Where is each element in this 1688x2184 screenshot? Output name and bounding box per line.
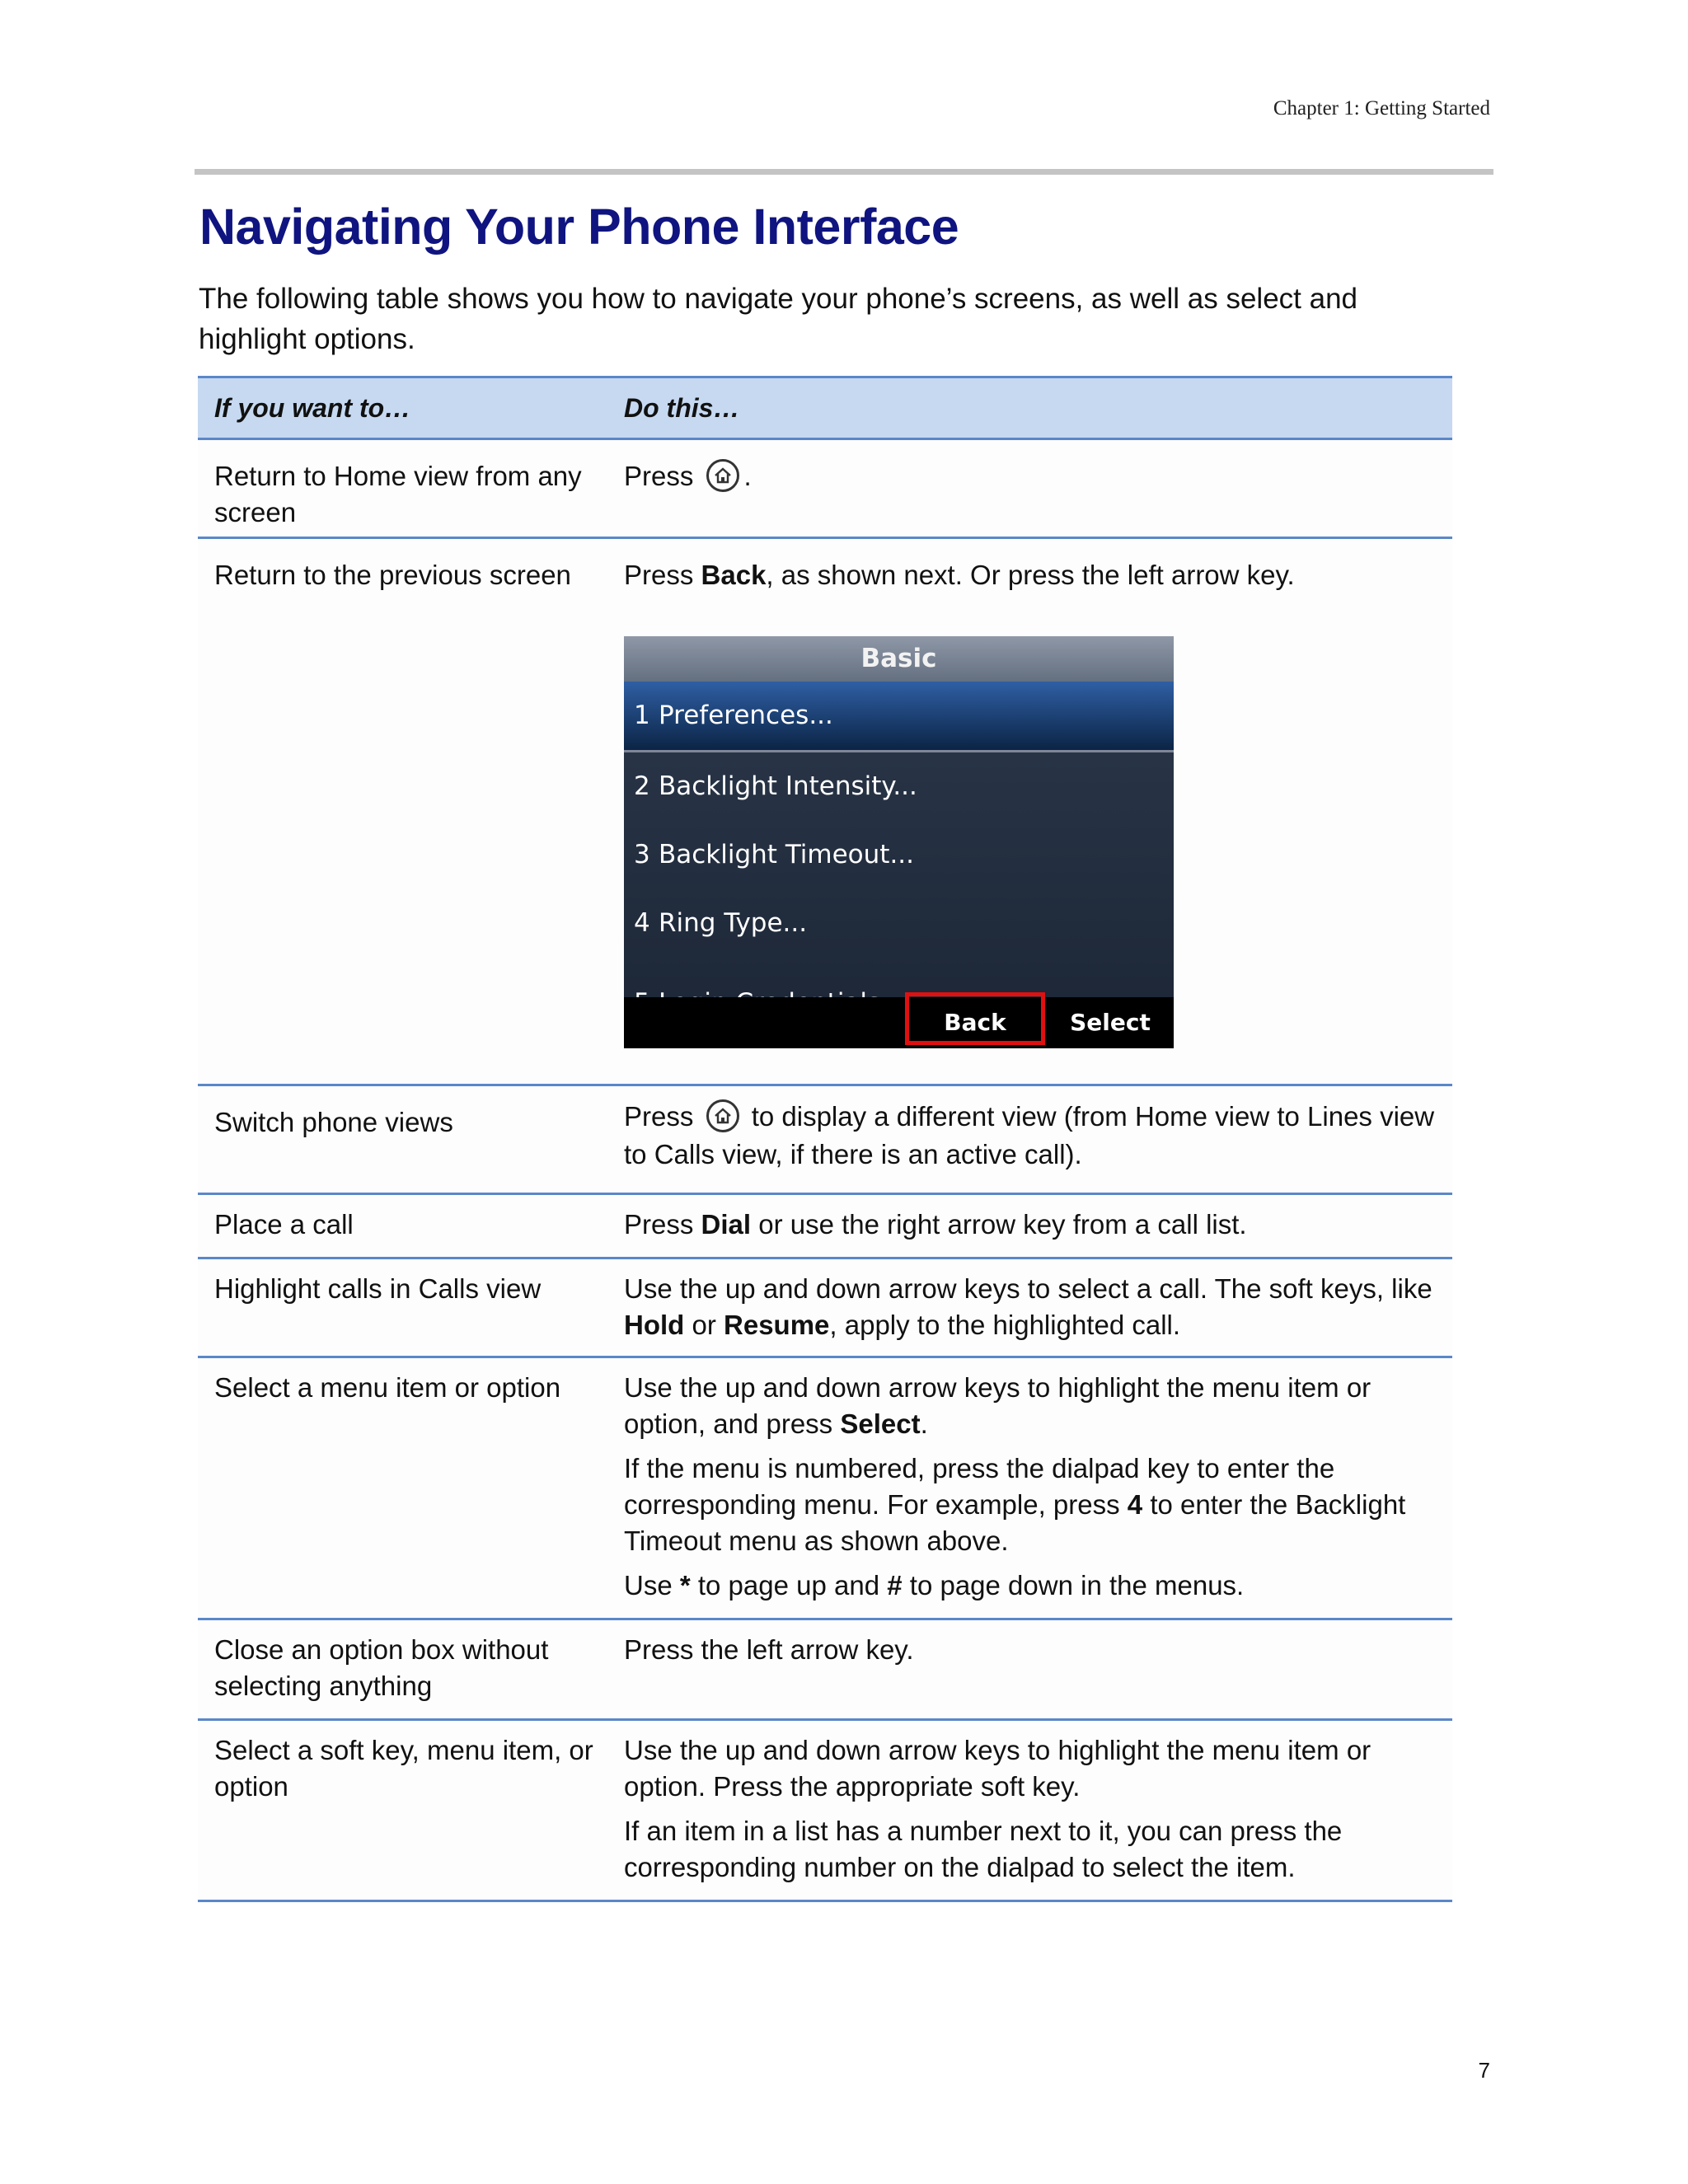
do-text: Use the up and down arrow keys to select a call. The soft keys, like (624, 1273, 1432, 1304)
table-row (198, 1358, 1452, 1620)
phone-menu-item (624, 889, 1174, 958)
phone-title: Basic (624, 636, 1174, 682)
do-text: Use (624, 1570, 680, 1601)
row-want: Switch phone views (214, 1107, 453, 1137)
row-do (624, 1098, 1448, 1174)
back-highlight-box (905, 992, 1045, 1045)
table-header (198, 376, 1452, 440)
back-softkey: Back (944, 1009, 1006, 1036)
do-text: or (684, 1310, 724, 1340)
table-row (198, 539, 1452, 1086)
phone-screenshot (624, 636, 1174, 1048)
do-text: to enter the Backlight Timeout menu as shown above. (624, 1489, 1406, 1556)
table-row (198, 1620, 1452, 1721)
navigation-table (198, 376, 1452, 1902)
header-rule (195, 169, 1493, 175)
phone-menu-item (624, 682, 1174, 752)
select-bold: Select (840, 1408, 921, 1439)
do-text: If the menu is numbered, press the dialpad key to enter the corresponding menu. For example, press (624, 1453, 1335, 1520)
page-number: 7 (1478, 2058, 1490, 2083)
do-text: . (920, 1408, 928, 1439)
row-do (624, 1732, 1448, 1894)
home-key-icon (706, 459, 739, 492)
do-text: Press (624, 1209, 701, 1240)
back-bold: Back (701, 560, 767, 590)
row-do (624, 1271, 1448, 1343)
row-do (624, 557, 1448, 1036)
do-text: to page up and (690, 1570, 888, 1601)
select-softkey: Select (1070, 1009, 1151, 1036)
item-label: Preferences... (659, 701, 833, 730)
row-want: Place a call (214, 1209, 354, 1240)
period-text: . (743, 461, 752, 491)
item-label: Ring Type... (659, 908, 808, 938)
do-paragraph (624, 1568, 1448, 1604)
row-want: Select a soft key, menu item, or option (214, 1735, 593, 1802)
row-want: Return to Home view from any screen (214, 461, 582, 527)
row-do (624, 1370, 1448, 1612)
row-do (624, 1207, 1448, 1243)
hash-bold: # (887, 1570, 903, 1601)
phone-menu-item (624, 821, 1174, 889)
item-label: Backlight Timeout... (659, 840, 915, 869)
running-head: Chapter 1: Getting Started (1273, 97, 1490, 120)
do-text: to display a different view (from Home view to Lines view to Calls view, if there is an active call). (624, 1101, 1435, 1169)
key-4-bold: 4 (1127, 1489, 1143, 1520)
do-paragraph (624, 1370, 1448, 1442)
do-text: or use the right arrow key from a call list. (751, 1209, 1247, 1240)
row-want: Select a menu item or option (214, 1372, 561, 1403)
table-row (198, 1086, 1452, 1195)
star-bold: * (679, 1570, 691, 1601)
resume-bold: Resume (724, 1310, 830, 1340)
item-number: 3 (634, 840, 650, 869)
dial-bold: Dial (701, 1209, 752, 1240)
table-row (198, 440, 1452, 539)
hold-bold: Hold (624, 1310, 685, 1340)
press-text: Press (624, 1101, 694, 1132)
do-paragraph (624, 1451, 1448, 1559)
phone-softkey-bar (624, 997, 1174, 1048)
intro-paragraph: The following table shows you how to navigate your phone’s screens, as well as select and highlight options. (199, 283, 1357, 355)
header-col-want: If you want to… (214, 392, 411, 423)
phone-menu-item (624, 752, 1174, 821)
home-key-icon (706, 1099, 739, 1132)
do-text: , apply to the highlighted call. (829, 1310, 1181, 1340)
item-label: Backlight Intensity... (659, 771, 917, 801)
item-number: 1 (634, 701, 650, 730)
row-do: Press the left arrow key. (624, 1634, 914, 1665)
do-text: to page down in the menus. (902, 1570, 1245, 1601)
row-want: Return to the previous screen (214, 560, 571, 590)
item-number: 4 (634, 908, 650, 938)
row-want: Close an option box without selecting anything (214, 1634, 549, 1701)
table-row (198, 1721, 1452, 1902)
row-do (624, 458, 1448, 494)
item-number: 2 (634, 771, 650, 801)
do-text: Use the up and down arrow keys to highlight the menu item or option, and press (624, 1372, 1372, 1439)
table-row (198, 1259, 1452, 1358)
press-text: Press (624, 461, 694, 491)
do-text: , as shown next. Or press the left arrow key. (766, 560, 1295, 590)
header-col-do: Do this… (624, 392, 740, 423)
table-row (198, 1195, 1452, 1259)
row-want: Highlight calls in Calls view (214, 1273, 542, 1304)
do-paragraph: Use the up and down arrow keys to highlight the menu item or option. Press the appropriate soft key. (624, 1735, 1372, 1802)
do-paragraph: If an item in a list has a number next to it, you can press the corresponding number on the dialpad to select the item. (624, 1816, 1343, 1882)
do-text: Press (624, 560, 701, 590)
page-title: Navigating Your Phone Interface (199, 199, 959, 255)
